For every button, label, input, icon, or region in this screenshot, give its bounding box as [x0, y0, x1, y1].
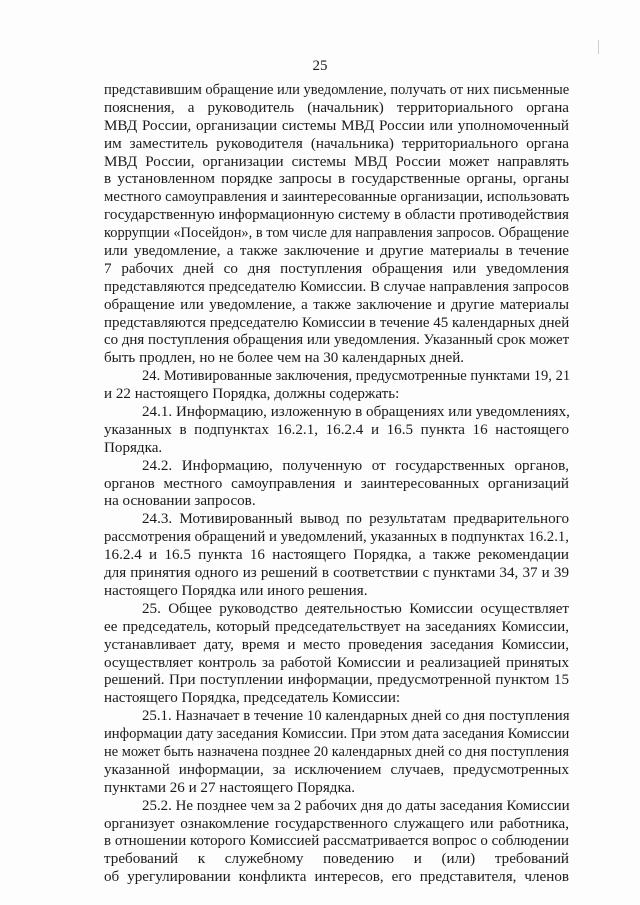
text-line: пояснения, а руководитель (начальник) территориального органа — [104, 99, 569, 116]
text-line: в установленном порядке запросы в государственные органы, органы — [104, 171, 569, 188]
text-line: осуществляет контроль за работой Комиссии и реализацией принятых — [104, 654, 569, 671]
text-line: 25.2. Не позднее чем за 2 рабочих дня до даты заседания Комиссии — [142, 797, 570, 814]
text-line: быть продлен, но не более чем на 30 календарных дней. — [104, 350, 465, 367]
text-line: настоящего Порядка или иного решения. — [104, 582, 368, 599]
text-line: требований к служебному поведению и (или) требований — [104, 851, 569, 868]
text-line: 7 рабочих дней со дня поступления обращения или уведомления — [104, 260, 569, 277]
text-line: устанавливает дату, время и место проведения заседания Комиссии, — [104, 636, 569, 653]
text-line: Порядка. — [104, 439, 163, 456]
text-line: представившим обращение или уведомление, получать от них письменные — [104, 82, 570, 98]
text-line: со дня поступления обращения или уведомления. Указанный срок может — [104, 332, 570, 349]
text-line: на основании запросов. — [104, 493, 256, 510]
text-line: организует ознакомление государственного служащего или работника, — [104, 815, 569, 832]
text-line: в отношении которого Комиссией рассматривается вопрос о соблюдении — [104, 833, 569, 850]
text-line: им заместитель руководителя (начальника) территориального органа — [104, 135, 569, 152]
text-line: 16.2.4 и 16.5 пункта 16 настоящего Порядка, а также рекомендации — [104, 547, 569, 564]
text-line: 25. Общее руководство деятельностью Комиссии осуществляет — [142, 600, 569, 617]
page-number: 25 — [312, 58, 328, 74]
text-line: представляются председателю Комиссии. В случае направления запросов — [104, 278, 569, 295]
text-line: 24.3. Мотивированный вывод по результатам предварительного — [142, 511, 569, 528]
document-body — [104, 82, 569, 887]
text-line: 24.1. Информацию, изложенную в обращениях или уведомлениях, — [142, 404, 570, 421]
text-line: представляются председателю Комиссии в течение 45 календарных дней — [104, 314, 570, 331]
text-line: настоящего Порядка, председатель Комиссии: — [104, 690, 401, 707]
text-line: об урегулировании конфликта интересов, его представителя, членов — [104, 869, 569, 886]
text-line: указанной информации, за исключением случаев, предусмотренных — [104, 761, 569, 778]
text-line: пунктами 26 и 27 настоящего Порядка. — [104, 779, 356, 796]
text-line: для принятия одного из решений в соответствии с пунктами 34, 37 и 39 — [104, 565, 569, 582]
text-line: 25.1. Назначает в течение 10 календарных дней со дня поступления — [142, 708, 570, 725]
text-line: решений. При поступлении информации, предусмотренной пунктом 15 — [104, 672, 569, 689]
text-line: информации дату заседания Комиссии. При этом дата заседания Комиссии — [104, 726, 570, 743]
text-line: 24.2. Информацию, полученную от государственных органов, — [142, 457, 569, 474]
text-line: 24. Мотивированные заключения, предусмотренные пунктами 19, 21 — [142, 368, 571, 385]
text-line: или уведомление, а также заключение и другие материалы в течение — [104, 243, 569, 260]
text-line: обращение или уведомление, а также заключение и другие материалы — [104, 296, 569, 313]
scan-artifact — [598, 40, 599, 54]
text-line: коррупции «Посейдон», в том числе для направления запросов. Обращение — [104, 225, 569, 242]
text-line: местного самоуправления и заинтересованные организации, использовать — [104, 189, 570, 206]
text-line: МВД России, организации системы МВД России может направлять — [104, 153, 569, 170]
text-line: МВД России, организации системы МВД России или уполномоченный — [104, 117, 569, 134]
text-line: не может быть назначена позднее 20 календарных дней со дня поступления — [104, 743, 569, 760]
text-line: и 22 настоящего Порядка, должны содержать: — [104, 386, 400, 403]
text-line: указанных в подпунктах 16.2.1, 16.2.4 и 16.5 пункта 16 настоящего — [104, 421, 569, 438]
text-line: рассмотрения обращений и уведомлений, указанных в подпунктах 16.2.1, — [104, 529, 569, 546]
text-line: ее председатель, который председательствует на заседаниях Комиссии, — [104, 618, 569, 635]
text-line: государственную информационную систему в области противодействия — [104, 207, 569, 224]
text-line: органов местного самоуправления и заинтересованных организаций — [104, 475, 569, 492]
